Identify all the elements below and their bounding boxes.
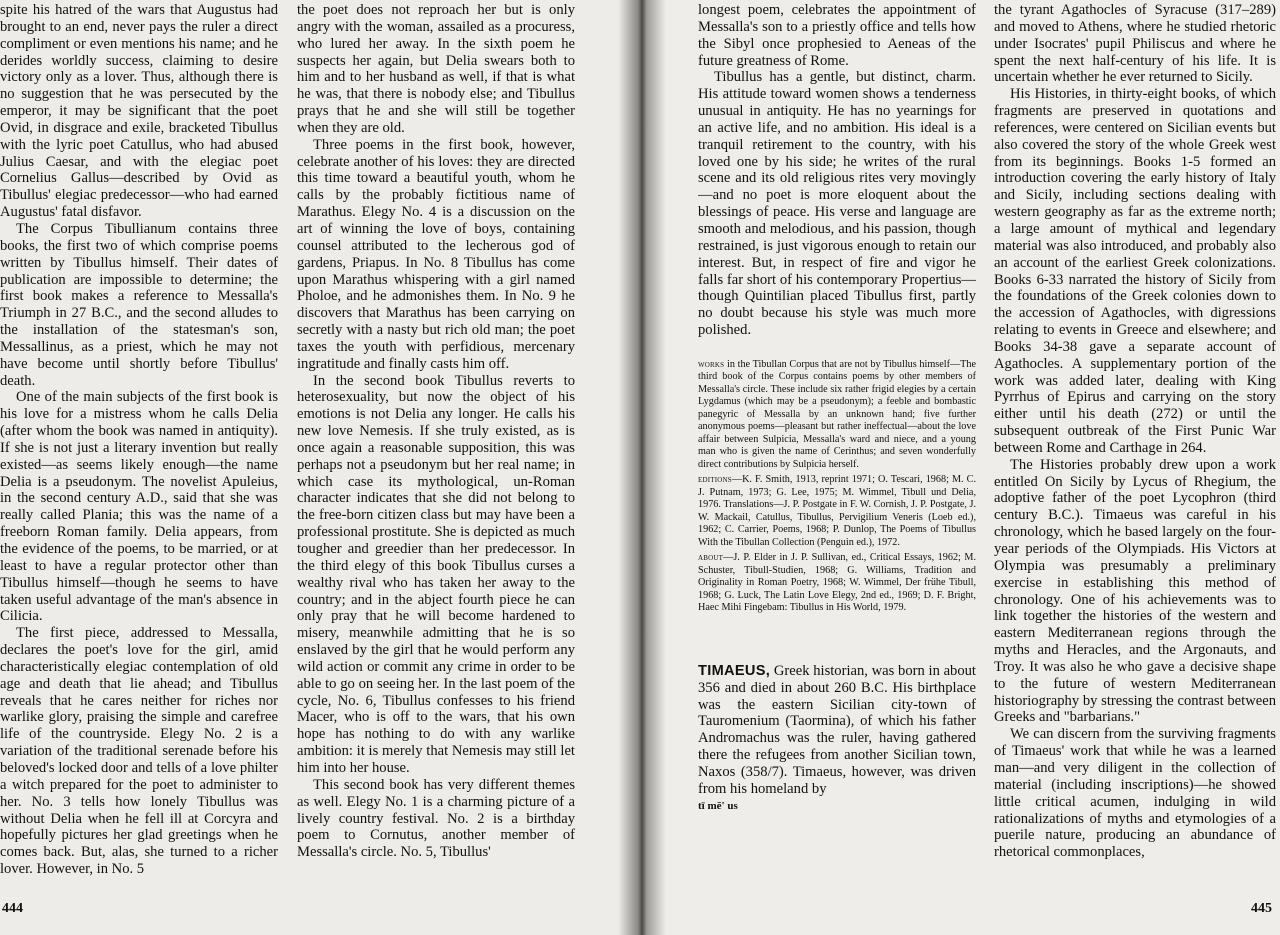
- left-page-column-2: [297, 2, 575, 895]
- paragraph: One of the main subjects of the first book is his love for a mistress whom he calls Delia (after whom the book was named in antiquity). If she is not just a literary invention but really existed—as seems likely enough—the name Delia is a pseudonym. The novelist Apuleius, in the second century A.D., said that she was really called Plania; this was the name of a freeborn Roman family. Delia appears, from the evidence of the poems, to be married, or at least to have a regular protector other than Tibullus himself—though he seems to have taken useful advantage of the man's absence in Cilicia.: [0, 389, 278, 625]
- encyclopedia-entry: [698, 663, 976, 815]
- paragraph: The first piece, addressed to Messalla, declares the poet's love for the girl, amid characteristically elegiac contemplation of old age and death that lie ahead; and Tibullus reveals that he cares neither for riches nor warlike glory, praising the simple and carefree life of the countryside. Elegy No. 2 is a variation of the traditional serenade before his beloved's locked door and tells of a love philter a witch prepared for the poet to administer to her. No. 3 tells how lonely Tibullus was without Delia when he fell ill at Corcyra and hopefully pictures her glad greetings when he comes back. But, alas, she turned to a richer lover. However, in No. 5: [0, 625, 278, 878]
- page-number: 444: [2, 901, 23, 916]
- entry-text: Greek historian, was born in about 356 and died in about 260 B.C. His birthplace was the eastern Sicilian city-town of Tauromenium (Taormina), of which his father Andromachus was the ruler, having gathered there the refugees from another Sicilian town, Naxos (358/7). Timaeus, however, was driven from his homeland by: [698, 662, 976, 797]
- paragraph: Three poems in the first book, however, celebrate another of his loves: they are directed this time toward a beautiful youth, whom he calls by the probably fictitious name of Marathus. Elegy No. 4 is a discussion on the art of winning the love of boys, containing counsel attributed to the lecherous god of gardens, Priapus. In No. 8 Tibullus has come upon Marathus whispering with a girl named Pholoe, and he admonishes them. In No. 9 he discovers that Marathus has been carrying on secretly with a nasty but rich old man; the poet taxes the youth with perfidious, mercenary ingratitude and finally casts him off.: [297, 136, 575, 372]
- paragraph: spite his hatred of the wars that Augustus had brought to an end, never pays the ruler a direct compliment or even mentions his name; and he derides worldly success, claiming to desire victory only as a lover. Thus, although there is no suggestion that he was persecuted by the emperor, it may be significant that the poet Ovid, in disgrace and exile, bracketed Tibullus with the lyric poet Catullus, who had abused Julius Caesar, and with the elegiac poet Cornelius Gallus—described by Ovid as Tibullus' elegiac predecessor—who had earned Augustus' fatal disfavor.: [0, 2, 278, 221]
- editions-label: editions: [698, 474, 732, 486]
- editions-text: —K. F. Smith, 1913, reprint 1971; O. Tescari, 1968; M. C. J. Putnam, 1973; G. Lee, 1975; M. Wimmel, Tibull und Delia, 1976. Translations—J. P. Postgate in F. W. Cornish, J. P. Postgate, J. W. Mackail, Catullus, Tibullus, Pervigilium Veneris (Loeb ed.), 1962; C. Carrier, Poems, 1968; P. Dunlop, The Poems of Tibullus With the Tibullan Collection (Penguin ed.), 1972.: [698, 474, 976, 548]
- paragraph: the poet does not reproach her but is only angry with the woman, assailed as a procuress, who lured her away. In the sixth poem he suspects her again, but Delia swears both to him and to her husband as well, if that is what he was, that there is nobody else; and Tibullus prays that he and she will still be together when they are old.: [297, 2, 575, 136]
- paragraph: longest poem, celebrates the appointment of Messalla's son to a priestly office and tells how the Sibyl once prophesied to Aeneas of the future greatness of Rome.: [698, 2, 976, 69]
- paragraph: The Histories probably drew upon a work entitled On Sicily by Lycus of Rhegium, the adoptive father of the poet Lycophron (third century B.C.). Timaeus was careful in his chronology, which he based largely on the four-year periods of the Olympiads. His Victors at Olympia was presumably a preliminary exercise in establishing this method of chronology. One of his achievements was to link together the histories of the western and eastern Mediterranean regions through the myths and Heracles, and the Argonauts, and Troy. It was also he who gave a decisive shape to the future of western Mediterranean historiography by stressing the contrast between Greeks and "barbarians.": [994, 456, 1276, 726]
- right-page-column-2: [994, 2, 1276, 895]
- bibliography-works: [698, 359, 976, 472]
- right-page: [648, 0, 1280, 935]
- paragraph: The Corpus Tibullianum contains three books, the first two of which comprise poems written by Tibullus himself. Their dates of publication are impossible to determine; the first book makes a reference to Messalla's Triumph in 27 B.C., and the second alludes to the installation of the statesman's son, Messallinus, as a priest, which he may not have become until shortly before Tibullus' death.: [0, 220, 278, 389]
- paragraph: His Histories, in thirty-eight books, of which fragments are preserved in quotations and references, were centered on Sicilian events but also covered the story of the whole Greek west from its beginnings. Books 1-5 formed an introduction covering the early history of Italy and Sicily, including sections dealing with western geography as far as the extreme north; a large amount of mythical and legendary material was also introduced, and probably also an account of the earliest Greek colonizations. Books 6-33 narrated the history of Sicily from the foundations of the Greek colonies down to the accession of Agathocles, with digressions relating to events in Greece and elsewhere; and Books 34-38 gave a separate account of Agathocles. A supplementary portion of the work was added later, dealing with King Pyrrhus of Epirus and carrying on the story either until his death (272) or until the subsequent outbreak of the First Punic War between Rome and Carthage in 264.: [994, 86, 1276, 456]
- page-number: 445: [1251, 901, 1272, 916]
- about-text: —J. P. Elder in J. P. Sullivan, ed., Critical Essays, 1962; M. Schuster, Tibull-Studien, 1968; G. Williams, Tradition and Originality in Roman Poetry, 1968; W. Wimmel, Der frühe Tibull, 1968; G. Luck, The Latin Love Elegy, 2nd ed., 1969; D. F. Bright, Haec Mihi Fingebam: Tibullus in His World, 1979.: [698, 552, 976, 614]
- paragraph: the tyrant Agathocles of Syracuse (317–289) and moved to Athens, where he studied rhetoric under Isocrates' pupil Philiscus and where he spent the next half-century of his life. It is uncertain whether he ever returned to Sicily.: [994, 2, 1276, 86]
- paragraph: This second book has very different themes as well. Elegy No. 1 is a charming picture of a lively country festival. No. 2 is a birthday poem to Cornutus, another member of Messalla's circle. No. 5, Tibullus': [297, 776, 575, 861]
- paragraph: Tibullus has a gentle, but distinct, charm. His attitude toward women shows a tenderness unusual in antiquity. He has no yearnings for an active life, and no ambition. His ideal is a tranquil retirement to the country, with his loved one by his side; he writes of the rural scene and its old religious rites very movingly—and no poet is more eloquent about the blessings of peace. His verse and language are smooth and melodious, and his passion, though restrained, is just vigorous enough to retain our interest. But, in respect of fire and vigor he falls far short of his contemporary Propertius—though Quintilian placed Tibullus first, partly no doubt because his style was much more polished.: [698, 69, 976, 339]
- works-label: works: [698, 358, 725, 370]
- works-text: in the Tibullan Corpus that are not by Tibullus himself—The third book of the Corpus contains poems by other members of Messalla's circle. These include six rather frigid elegies by a certain Lygdamus (which may be a pseudonym); a feeble and bombastic panegyric of Messalla by an unknown hand; five further anonymous poems—pleasant but rather ineffectual—about the love affair between Sulpicia, Messalla's ward and niece, and a young man who is given the name of Cerinthus; and seven wonderfully direct contributions by Sulpicia herself.: [698, 358, 976, 470]
- paragraph: We can discern from the surviving fragments of Timaeus' work that while he was a learned man—and very diligent in the collection of material (including inscriptions)—he showed little critical acumen, indulging in wild rationalizations of myths and etymologies of a puerile nature, producing an abundance of rhetorical commonplaces,: [994, 726, 1276, 861]
- entry-paragraph: [698, 663, 976, 798]
- pronunciation: tī mē' us: [698, 799, 738, 812]
- bibliography-about: [698, 552, 976, 615]
- about-label: about: [698, 552, 724, 564]
- left-page: [0, 0, 632, 935]
- paragraph: In the second book Tibullus reverts to heterosexuality, but now the object of his emotions is not Delia any longer. He calls his new love Nemesis. If she truly existed, as is once again a reasonable supposition, this was perhaps not a pseudonym but her real name; in which case its mythological, un-Roman character indicates that she did not belong to the free-born citizen class but may have been a professional prostitute. She is depicted as much tougher and greedier than her predecessor. In the third elegy of this book Tibullus curses a wealthy rival who has taken her away to the country; and in the abject fourth piece he can only pray that he will become hardened to misery, meanwhile admitting that he is so enslaved by the girl that he would perform any wild action or commit any crime in order to be able to go on seeing her. In the last poem of the cycle, No. 6, Tibullus confesses to his friend Macer, who is off to the wars, that his own hope has nothing to do with any warlike ambition: it is merely that Nemesis may still let him into her house.: [297, 372, 575, 776]
- entry-heading: TIMAEUS,: [698, 662, 771, 679]
- bibliography: [698, 359, 976, 615]
- bibliography-editions: [698, 474, 976, 549]
- left-page-column-1: [0, 2, 278, 895]
- right-page-column-1: [698, 2, 976, 895]
